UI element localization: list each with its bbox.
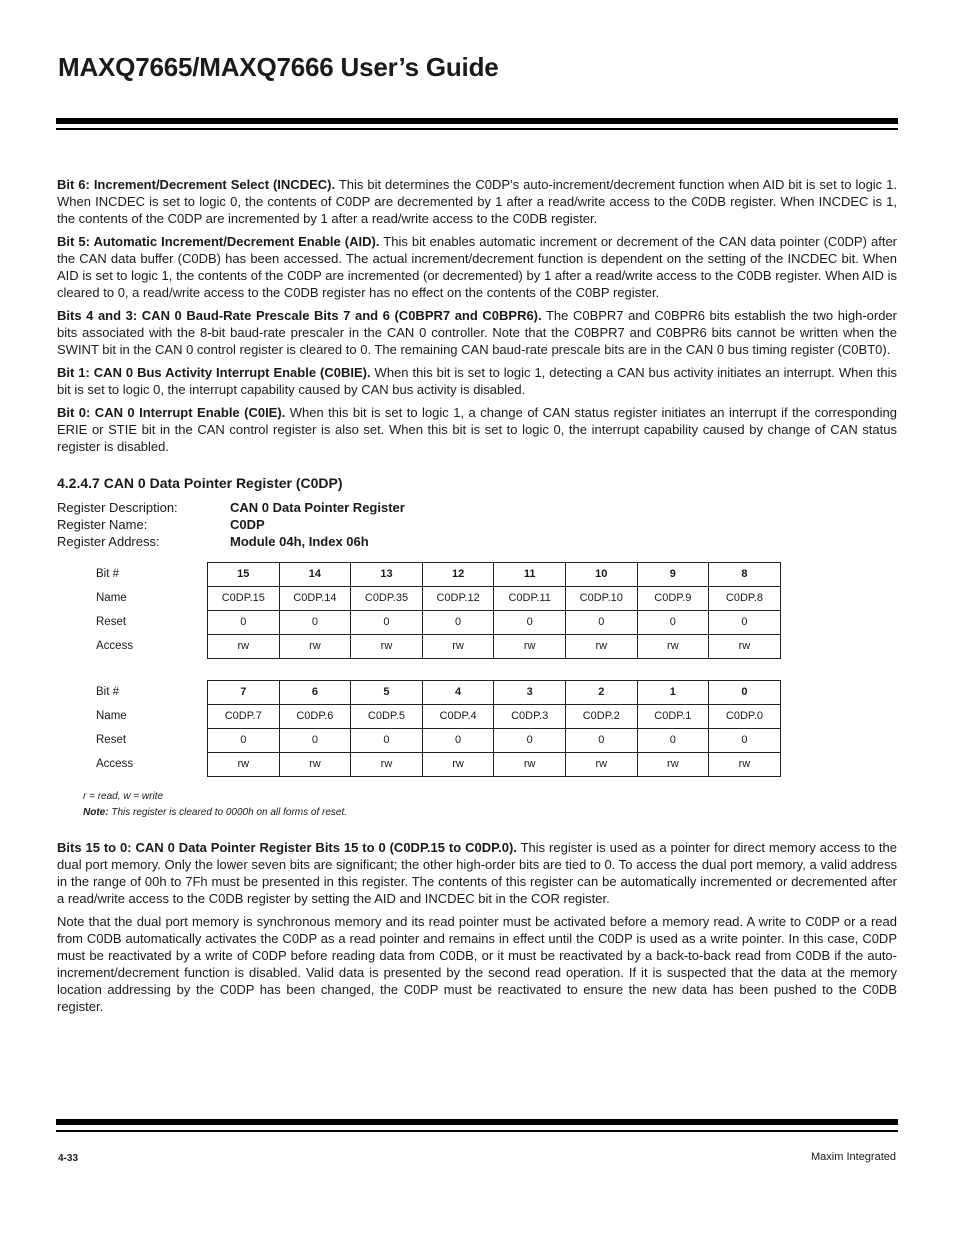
- paragraph-heading: Bit 5: Automatic Increment/Decrement Enable (AID).: [57, 234, 380, 249]
- name-row-cell: C0DP.3: [494, 705, 566, 729]
- reset-row-cell: 0: [637, 611, 709, 635]
- paragraph-body: This bit enables automatic increment or decrement of the CAN data pointer (C0DP) after the CAN data buffer (C0DB) has been accessed. The actual increment/decrement function is dependent on the setting of the INCDEC bit. When AID is set to logic 1, the contents of the C0DP are incremented (or decremented) by 1 after a read/write access to the C0DB register. When AID is cleared to 0, a read/write access to the C0DB register has no effect on the contents of the C0BP register.: [57, 234, 897, 300]
- register-description-label: Register Description:: [57, 500, 178, 515]
- access-row-cell: rw: [208, 635, 280, 659]
- name-row-label: Name: [96, 592, 127, 604]
- access-row-cell: rw: [709, 635, 781, 659]
- name-row-cell: C0DP.1: [637, 705, 709, 729]
- name-row-cell: C0DP.9: [637, 587, 709, 611]
- note-label: Note:: [83, 807, 109, 818]
- reset-row-cell: 0: [208, 611, 280, 635]
- bit-row-cell: 13: [351, 563, 423, 587]
- access-legend: r = read, w = write: [83, 791, 164, 802]
- register-table-low: [81, 680, 781, 777]
- paragraph-body: The C0BPR7 and C0BPR6 bits establish the two high-order bits associated with the 8-bit baud-rate prescaler in the CAN 0 controller. Note that the C0BPR7 and C0BPR6 bits cannot be written when the SWINT bit in the CAN 0 control register is cleared to 0. The remaining CAN baud-rate prescale bits are in the CAN 0 bus timing register (C0BT0).: [57, 308, 897, 357]
- access-row-cell: rw: [422, 635, 494, 659]
- access-row-cell: rw: [279, 753, 351, 777]
- bit-row: [81, 681, 780, 705]
- access-row-cell: rw: [637, 635, 709, 659]
- access-row-cell: rw: [637, 753, 709, 777]
- name-row-cell: C0DP.14: [279, 587, 351, 611]
- reset-row-cell: 0: [494, 611, 566, 635]
- footer-rule-thin: [56, 1130, 898, 1132]
- access-row-cell: rw: [279, 635, 351, 659]
- paragraph-body: When this bit is set to logic 1, a change of CAN status register initiates an interrupt if the corresponding ERIE or STIE bit in the CAN control register is also set. When this bit is set to logic 0, the interrupt capability caused by change of CAN status register is disabled.: [57, 405, 897, 454]
- register-info: [57, 499, 897, 550]
- reset-note: [83, 805, 897, 821]
- paragraph-heading: Bit 1: CAN 0 Bus Activity Interrupt Enable (C0BIE).: [57, 365, 371, 380]
- register-address-value: Module 04h, Index 06h: [230, 534, 369, 549]
- paragraph-bit5: [57, 233, 897, 301]
- reset-row: [81, 611, 780, 635]
- bit-row-cell: 2: [565, 681, 637, 705]
- register-table-high: [81, 562, 781, 659]
- bit-row: [81, 563, 780, 587]
- register-description-value: CAN 0 Data Pointer Register: [230, 500, 405, 515]
- name-row-cell: C0DP.5: [351, 705, 423, 729]
- paragraph-bit1: [57, 364, 897, 398]
- paragraph-body: Note that the dual port memory is synchronous memory and its read pointer must be activated before a memory read. A write to C0DP or a read from C0DB automatically activates the C0DP as a read pointer and remains in effect until the C0DP is used as a write pointer. In this case, C0DP must be reactivated by a write of C0DP before reading data from C0DB, or it must be reactivated by a back-to-back read from C0DB if the auto-increment/decrement function is disabled. Valid data is presented by the second read operation. If it is suspected that the data at the memory location addressing by the C0DP has been changed, the C0DP must be reactivated to ensure the new data has been pushed to the C0DB register.: [57, 914, 897, 1014]
- header-rule-thin: [56, 128, 898, 130]
- reset-row-cell: 0: [279, 611, 351, 635]
- access-row: [81, 753, 780, 777]
- name-row-label: Name: [96, 710, 127, 722]
- bit-row-cell: 14: [279, 563, 351, 587]
- name-row-cell: C0DP.7: [208, 705, 280, 729]
- name-row-cell: C0DP.10: [565, 587, 637, 611]
- page-content: [57, 176, 897, 1021]
- note-text: This register is cleared to 0000h on all forms of reset.: [108, 807, 348, 818]
- access-row-cell: rw: [208, 753, 280, 777]
- reset-row-cell: 0: [279, 729, 351, 753]
- reset-row-cell: 0: [422, 729, 494, 753]
- paragraph-heading: Bit 0: CAN 0 Interrupt Enable (C0IE).: [57, 405, 286, 420]
- bit-row-cell: 11: [494, 563, 566, 587]
- bit-row-cell: 1: [637, 681, 709, 705]
- reset-row-cell: 0: [709, 611, 781, 635]
- bit-row-cell: 0: [709, 681, 781, 705]
- paragraph-heading: Bit 6: Increment/Decrement Select (INCDEC).: [57, 177, 336, 192]
- access-row-cell: rw: [494, 753, 566, 777]
- paragraph-body: This register is used as a pointer for direct memory access to the dual port memory. Only the lower seven bits are significant; the other high-order bits are tied to 0. To access the dual port memory, a valid address in the range of 00h to 7Fh must be presented in this register. The contents of this register can be automatically incremented or decremented after a read/write access to the C0DB register by setting the AID and INCDEC bit in the COR register.: [57, 840, 897, 906]
- bit-row-cell: 12: [422, 563, 494, 587]
- reset-row-cell: 0: [637, 729, 709, 753]
- register-name-label: Register Name:: [57, 517, 148, 532]
- reset-row-cell: 0: [422, 611, 494, 635]
- access-row-cell: rw: [565, 753, 637, 777]
- paragraph-heading: Bits 4 and 3: CAN 0 Baud-Rate Prescale Bits 7 and 6 (C0BPR7 and C0BPR6).: [57, 308, 542, 323]
- paragraph-bits15-0: [57, 839, 897, 907]
- table-spacer: [57, 659, 897, 680]
- register-name-value: C0DP: [230, 517, 265, 532]
- bottom-paragraphs: [57, 839, 897, 1015]
- name-row-cell: C0DP.0: [709, 705, 781, 729]
- name-row-cell: C0DP.11: [494, 587, 566, 611]
- paragraph-bit0: [57, 404, 897, 455]
- footer-rule-thick: [56, 1119, 898, 1125]
- name-row-cell: C0DP.8: [709, 587, 781, 611]
- access-row-cell: rw: [709, 753, 781, 777]
- access-row-cell: rw: [351, 635, 423, 659]
- name-row-cell: C0DP.35: [351, 587, 423, 611]
- header-rule-thick: [56, 118, 898, 124]
- reset-row-label: Reset: [96, 616, 127, 628]
- document-title: MAXQ7665/MAXQ7666 User’s Guide: [58, 52, 499, 82]
- name-row-cell: C0DP.15: [208, 587, 280, 611]
- paragraph-bit6: [57, 176, 897, 227]
- reset-row-cell: 0: [565, 611, 637, 635]
- bit-row-label: Bit #: [96, 686, 120, 698]
- reset-row-cell: 0: [709, 729, 781, 753]
- bit-row-cell: 10: [565, 563, 637, 587]
- bit-row-label: Bit #: [96, 568, 120, 580]
- bit-row-cell: 9: [637, 563, 709, 587]
- access-row-cell: rw: [422, 753, 494, 777]
- section-heading: 4.2.4.7 CAN 0 Data Pointer Register (C0DP): [57, 475, 343, 491]
- company-name: Maxim Integrated: [811, 1151, 896, 1163]
- top-paragraphs: [57, 176, 897, 455]
- reset-row-cell: 0: [494, 729, 566, 753]
- reset-row-cell: 0: [565, 729, 637, 753]
- paragraph-body: This bit determines the C0DP’s auto-increment/decrement function when AID bit is set to logic 1. When INCDEC is set to logic 0, the contents of C0DP are decremented by 1 after a read/write access to the C0DB register. When INCDEC is 1, the contents of the C0DP are incremented by 1 after a read/write access to the C0DB register.: [57, 177, 897, 226]
- paragraph-body: When this bit is set to logic 1, detecting a CAN bus activity initiates an interrupt. When this bit is set to logic 0, the interrupt capability caused by CAN bus activity is disabled.: [57, 365, 898, 397]
- name-row: [81, 705, 780, 729]
- access-row-cell: rw: [494, 635, 566, 659]
- bit-row-cell: 4: [422, 681, 494, 705]
- access-row-cell: rw: [351, 753, 423, 777]
- name-row: [81, 587, 780, 611]
- paragraph-heading: Bits 15 to 0: CAN 0 Data Pointer Register Bits 15 to 0 (C0DP.15 to C0DP.0).: [57, 840, 517, 855]
- bit-row-cell: 7: [208, 681, 280, 705]
- reset-row-cell: 0: [208, 729, 280, 753]
- name-row-cell: C0DP.6: [279, 705, 351, 729]
- bit-row-cell: 15: [208, 563, 280, 587]
- reset-row: [81, 729, 780, 753]
- bit-row-cell: 6: [279, 681, 351, 705]
- access-row: [81, 635, 780, 659]
- paragraph-dual-port-note: [57, 913, 897, 1015]
- name-row-cell: C0DP.4: [422, 705, 494, 729]
- access-row-cell: rw: [565, 635, 637, 659]
- name-row-cell: C0DP.2: [565, 705, 637, 729]
- reset-row-cell: 0: [351, 611, 423, 635]
- page-number: 4-33: [58, 1153, 79, 1164]
- reset-row-label: Reset: [96, 734, 127, 746]
- register-address-label: Register Address:: [57, 534, 160, 549]
- access-row-label: Access: [96, 758, 134, 770]
- bit-row-cell: 3: [494, 681, 566, 705]
- access-row-label: Access: [96, 640, 134, 652]
- paragraph-bits4-3: [57, 307, 897, 358]
- name-row-cell: C0DP.12: [422, 587, 494, 611]
- reset-row-cell: 0: [351, 729, 423, 753]
- bit-row-cell: 5: [351, 681, 423, 705]
- bit-row-cell: 8: [709, 563, 781, 587]
- table-legend: [83, 789, 897, 821]
